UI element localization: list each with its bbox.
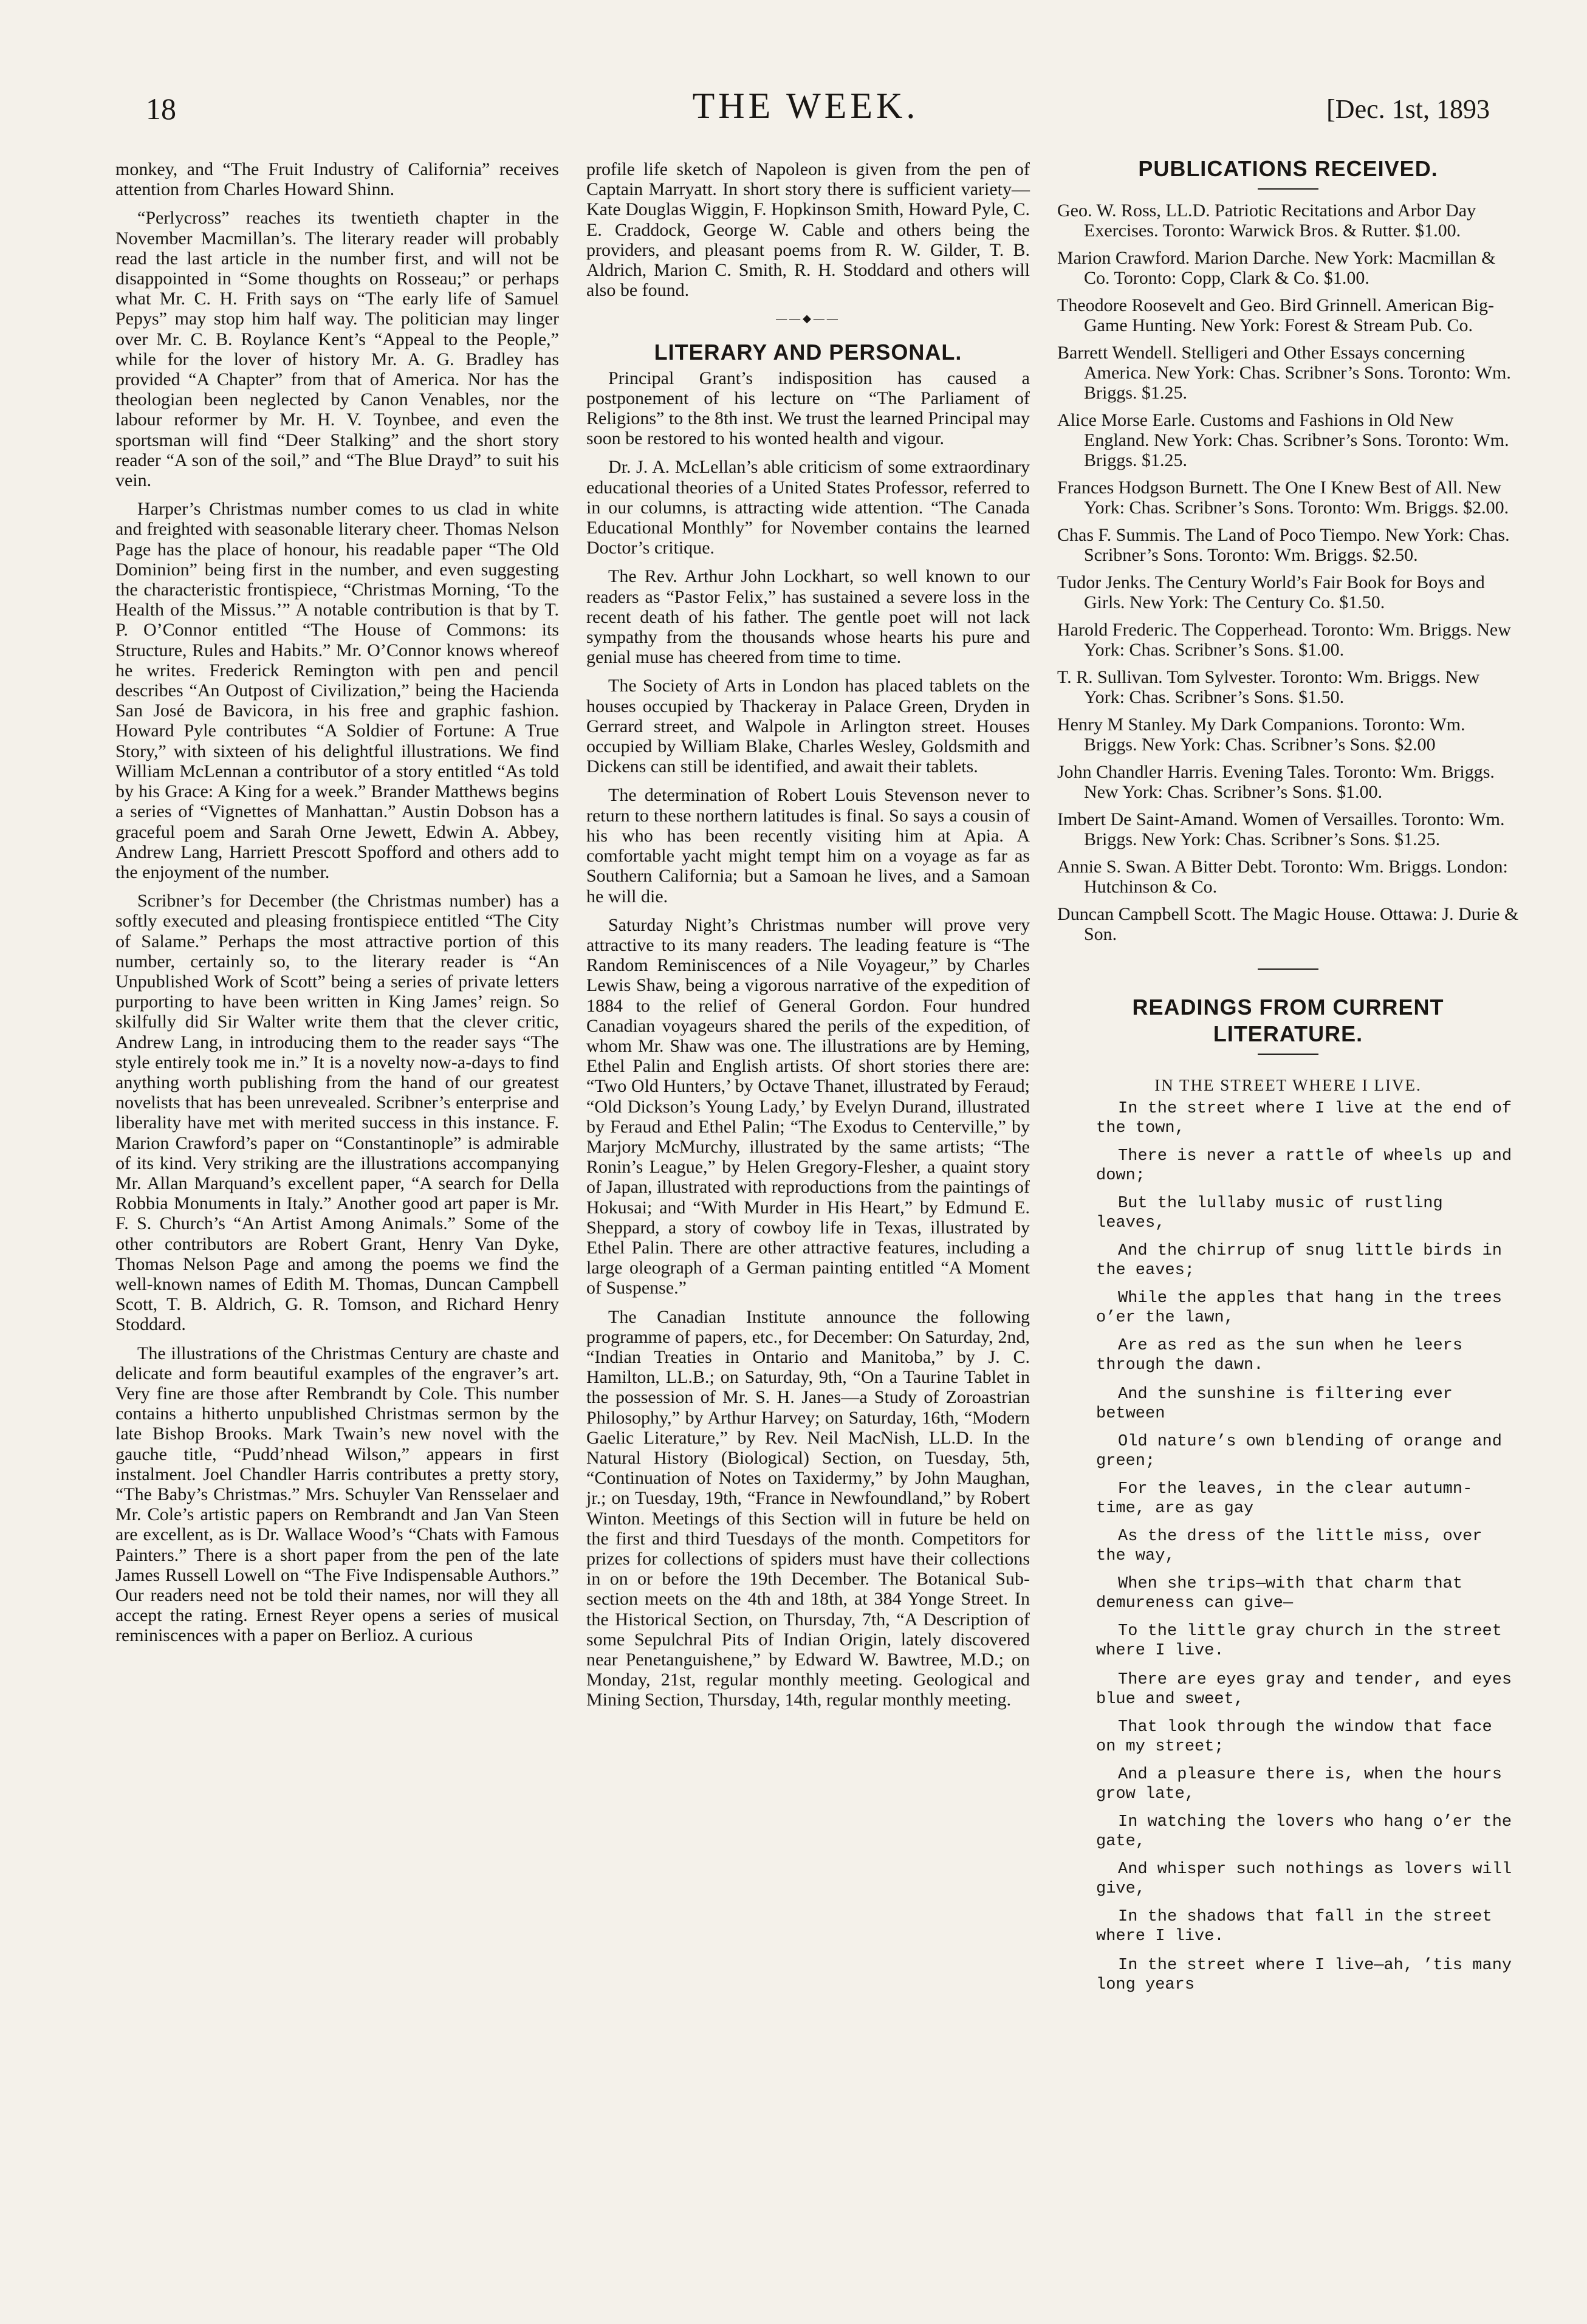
publication-entry: T. R. Sullivan. Tom Sylvester. Toronto: Wm. Briggs. New York: Chas. Scribner’s Sons. $1.50. bbox=[1057, 667, 1480, 707]
poem-line: In the street where I live at the end of the town, bbox=[1096, 1100, 1512, 1138]
poem-stanza bbox=[1057, 1956, 1519, 1995]
poem bbox=[1057, 1099, 1519, 1995]
poem-line: When she trips—with that charm that demureness can give— bbox=[1096, 1575, 1463, 1613]
paragraph: The determination of Robert Louis Stevenson never to return to these northern latitudes is final. So says a cousin of his who has been recently visiting him at Apia. A comfortable yacht might tempt him on a voyage as far as Southern California; but a Samoan he lives, and a Samoan he will die. bbox=[586, 785, 1030, 907]
paragraph: Dr. J. A. McLellan’s able criticism of some extraordinary educational theories of a United States Professor, referred to in our columns, is attracting wide attention. “The Canada Educational Monthly” for November contains the learned Doctor’s critique. bbox=[586, 457, 1030, 558]
section-ornament: ——◆—— bbox=[776, 312, 840, 325]
paragraph: The Canadian Institute announce the following programme of papers, etc., for December: On Saturday, 2nd, “Indian Treaties in Ontario and Manitoba,” by J. C. Hamilton, LL.B.; on Saturday, 9th, “On a Taurine Tablet in the possession of Mr. S. H. Janes—a Study of Zoroastrian Philosophy,” by Arthur Harvey; on Saturday, 16th, “Modern Gaelic Literature,” by Rev. Neil MacNish, LL.D. In the Natural History (Biological) Section, on Tuesday, 5th, “Continuation of Notes on Taxidermy,” by John Maughan, jr.; on Tuesday, 19th, “France in Newfoundland,” by Robert Winton. Meetings of this Section will in future be held on the first and third Tuesdays of the month. Competitors for prizes for collections of spiders must have their collections in on or before the 19th December. The Botanical Sub-section meets on the 4th and 18th, at 384 Yonge Street. In the Historical Section, on Thursday, 7th, “A Description of some Sepulchral Pits of Indian Origin, lately discovered near Penetanguishene,” by Edward W. Bawtree, M.D.; on Monday, 21st, regular monthly meeting. Geological and Mining Section, Thursday, 14th, regular monthly meeting. bbox=[586, 1306, 1030, 1710]
publication-entry: Frances Hodgson Burnett. The One I Knew Best of All. New York: Chas. Scribner’s Sons. Toronto: Wm. Briggs. $2.00. bbox=[1057, 478, 1509, 518]
publication-entry: Chas F. Summis. The Land of Poco Tiempo. New York: Chas. Scribner’s Sons. Toronto: Wm. Briggs. $2.50. bbox=[1057, 525, 1510, 565]
poem-line: And whisper such nothings as lovers will give, bbox=[1096, 1860, 1512, 1899]
poem-line: As the dress of the little miss, over the way, bbox=[1096, 1527, 1482, 1566]
publication-entry: Marion Crawford. Marion Darche. New York: Macmillan & Co. Toronto: Copp, Clark & Co. $1.00. bbox=[1057, 248, 1496, 288]
paragraph: The Rev. Arthur John Lockhart, so well known to our readers as “Pastor Felix,” has sustained a severe loss in the recent death of his father. The gentle poet will not lack sympathy from the thousands whose hearts his pure and genial muse has cheered from time to time. bbox=[586, 566, 1030, 668]
column-2 bbox=[586, 159, 1030, 1719]
poem-line: There are eyes gray and tender, and eyes blue and sweet, bbox=[1096, 1671, 1512, 1709]
issue-date: [Dec. 1st, 1893 bbox=[1326, 94, 1490, 124]
poem-stanza bbox=[1057, 1385, 1519, 1661]
poem-line: But the lullaby music of rustling leaves, bbox=[1096, 1195, 1443, 1233]
publication-entry: John Chandler Harris. Evening Tales. Toronto: Wm. Briggs. New York: Chas. Scribner’s Sons. $1.00. bbox=[1057, 762, 1495, 802]
poem-line: And a pleasure there is, when the hours grow late, bbox=[1096, 1766, 1502, 1804]
publication-entry: Harold Frederic. The Copperhead. Toronto: Wm. Briggs. New York: Chas. Scribner’s Sons. $1.00. bbox=[1057, 620, 1511, 660]
page-header bbox=[122, 85, 1490, 140]
publication-entry: Imbert De Saint-Amand. Women of Versailles. Toronto: Wm. Briggs. New York: Chas. Scribner’s Sons. $1.25. bbox=[1057, 809, 1505, 849]
poem-stanza bbox=[1057, 1670, 1519, 1946]
divider bbox=[1258, 1054, 1318, 1055]
paragraph: monkey, and “The Fruit Industry of California” receives attention from Charles Howard Shinn. bbox=[115, 159, 559, 200]
publication-entry: Geo. W. Ross, LL.D. Patriotic Recitations and Arbor Day Exercises. Toronto: Warwick Bros. & Rutter. $1.00. bbox=[1057, 201, 1476, 241]
poem-line: In watching the lovers who hang o’er the gate, bbox=[1096, 1813, 1512, 1851]
paragraph: Harper’s Christmas number comes to us clad in white and freighted with seasonable literary cheer. Thomas Nelson Page has the place of honour, his readable paper “The Old Dominion” being first in the number, and even suggesting the characteristic frontispiece, “Christmas Morning, ‘To the Health of the Missus.’” A notable contribution is that by T. P. O’Connor entitled “The House of Commons: its Structure, Rules and Habits.” Mr. O’Connor knows whereof he writes. Frederick Remington with pen and pencil describes “An Outpost of Civilization,” being the Hacienda San José de Bavicora, in his free and graphic fashion. Howard Pyle contributes “A Soldier of Fortune: A True Story,” with sixteen of his delightful illustrations. We find William McLennan a contributor of a story entitled “As told by his Grace: A King for a week.” Brander Matthews begins a series of “Vignettes of Manhattan.” Austin Dobson has a graceful poem and Sarah Orne Jewett, Edwin A. Abbey, Andrew Lang, Harriett Prescott Spofford and others add to the enjoyment of the number. bbox=[115, 499, 559, 882]
divider bbox=[1258, 188, 1318, 190]
publication-entry: Barrett Wendell. Stelligeri and Other Essays concerning America. New York: Chas. Scribner’s Sons. Toronto: Wm. Briggs. $1.25. bbox=[1057, 343, 1511, 403]
publication-entry: Theodore Roosevelt and Geo. Bird Grinnell. American Big-Game Hunting. New York: Forest & Stream Pub. Co. bbox=[1057, 295, 1494, 335]
poem-line: Old nature’s own blending of orange and green; bbox=[1096, 1433, 1502, 1471]
poem-line: While the apples that hang in the trees o’er the lawn, bbox=[1096, 1289, 1502, 1328]
publication-entry: Annie S. Swan. A Bitter Debt. Toronto: Wm. Briggs. London: Hutchinson & Co. bbox=[1057, 857, 1508, 897]
paragraph: The illustrations of the Christmas Century are chaste and delicate and form beautiful examples of the engraver’s art. Very fine are those after Rembrandt by Cole. This number contains a hitherto unpublished Christmas sermon by the late Bishop Brooks. Mark Twain’s new novel with the gauche title, “Pudd’nhead Wilson,” appears in first instalment. Joel Chandler Harris contributes a pretty story, “The Baby’s Christmas.” Mrs. Schuyler Van Rensselaer and Mr. Cole’s artistic papers on Rembrandt and Jan Van Steen are excellent, as is Dr. Wallace Wood’s “Chats with Famous Painters.” There is a short paper from the pen of the late James Russell Lowell on “The Five Indispensable Authors.” Our readers need not be told their names, nor will they all accept the rating. Ernest Reyer opens a series of musical reminiscences with a paper on Berlioz. A curious bbox=[115, 1343, 559, 1646]
paragraph: “Perlycross” reaches its twentieth chapter in the November Macmillan’s. The literary reader will probably read the last article in the number first, and will not be disappointed in “Some thoughts on Rosseau;” or perhaps what Mr. C. H. Frith says on “The early life of Samuel Pepys” may stop him half way. The politician may linger over Mr. C. B. Roylance Kent’s “Appeal to the People,” while for the lover of history Mr. A. G. Bradley has provided “A Chapter” from that of America. Nor has the theologian been neglected by Canon Venables, nor the labour reformer by Mr. H. V. Toynbee, and even the sportsman will find “Deer Stalking” and the short story reader “A son of the soil,” and “The Blue Drayd” to suit his vein. bbox=[115, 208, 559, 491]
poem-line: Are as red as the sun when he leers through the dawn. bbox=[1096, 1337, 1463, 1375]
page-number: 18 bbox=[146, 92, 176, 126]
column-1 bbox=[115, 159, 559, 1654]
paragraph: Principal Grant’s indisposition has caused a postponement of his lecture on “The Parliament of Religions” to the 8th inst. We trust the learned Principal may soon be restored to his wonted health and vigour. bbox=[586, 368, 1030, 449]
paragraph: The Society of Arts in London has placed tablets on the houses occupied by Thackeray in Palace Green, Dryden in Gerrard street, and Walpole in Arlington street. Houses occupied by William Blake, Charles Wesley, Goldsmith and Dickens can still be identified, and await their tablets. bbox=[586, 676, 1030, 777]
poem-line: To the little gray church in the street where I live. bbox=[1096, 1622, 1502, 1661]
poem-line: In the shadows that fall in the street where I live. bbox=[1096, 1908, 1492, 1946]
section-heading-readings: READINGS FROM CURRENT LITERATURE. bbox=[1132, 995, 1444, 1046]
poem-line: And the sunshine is filtering ever between bbox=[1096, 1385, 1453, 1424]
paragraph: Scribner’s for December (the Christmas number) has a softly executed and pleasing frontispiece entitled “The City of Salame.” Perhaps the most attractive portion of this number, certainly so, to the literary reader is “An Unpublished Work of Scott” being a series of private letters purporting to have been written in King James’ reign. So skilfully did Sir Walter write them that the clever critic, Andrew Lang, in introducing them to the reader says “The style entirely took me in.” It is a novelty now-a-days to find anything worth publishing from the hand of our greatest novelists that has been unrevealed. Scribner’s enterprise and liberality have met with merited success in this instance. F. Marion Crawford’s paper on “Constantinople” is admirable of its kind. Very striking are the illustrations accompanying Mr. Allan Marquand’s excellent paper, “A search for Della Robbia Monuments in Italy.” Another good art paper is Mr. F. S. Church’s “An Artist Among Animals.” Some of the other contributors are Robert Grant, Henry Van Dyke, Thomas Nelson Page and among the poems we find the well-known names of Edith M. Thomas, Duncan Campbell Scott, T. B. Aldrich, G. R. Tomson, and Richard Henry Stoddard. bbox=[115, 891, 559, 1335]
poem-line: For the leaves, in the clear autumn-time, are as gay bbox=[1096, 1480, 1473, 1518]
publication-entry: Henry M Stanley. My Dark Companions. Toronto: Wm. Briggs. New York: Chas. Scribner’s Sons. $2.00 bbox=[1057, 715, 1465, 755]
publication-entry: Alice Morse Earle. Customs and Fashions in Old New England. New York: Chas. Scribner’s Sons. Toronto: Wm. Briggs. $1.25. bbox=[1057, 410, 1509, 470]
publication-entry: Tudor Jenks. The Century World’s Fair Book for Boys and Girls. New York: The Century Co. $1.50. bbox=[1057, 572, 1485, 612]
poem-line: And the chirrup of snug little birds in the eaves; bbox=[1096, 1242, 1502, 1280]
publication-entry: Duncan Campbell Scott. The Magic House. Ottawa: J. Durie & Son. bbox=[1057, 904, 1519, 944]
poem-title: IN THE STREET WHERE I LIVE. bbox=[1154, 1076, 1422, 1094]
column-3 bbox=[1057, 146, 1519, 2004]
paragraph: profile life sketch of Napoleon is given from the pen of Captain Marryatt. In short story there is sufficient variety—Kate Douglas Wiggin, F. Hopkinson Smith, Howard Pyle, C. E. Craddock, George W. Cable and others being the providers, and pleasant poems from R. W. Gilder, T. B. Aldrich, Marion C. Smith, R. H. Stoddard and others will also be found. bbox=[586, 159, 1030, 301]
poem-stanza bbox=[1057, 1099, 1519, 1375]
poem-line: In the street where I live—ah, ’tis many long years bbox=[1096, 1956, 1512, 1995]
divider bbox=[1258, 968, 1318, 970]
paragraph: Saturday Night’s Christmas number will prove very attractive to its many readers. The leading feature is “The Random Reminiscences of a Nile Voyageur,” by Charles Lewis Shaw, being a vigorous narrative of the expedition of 1884 to the relief of General Gordon. Four hundred Canadian voyageurs shared the perils of the expedition, of whom Mr. Shaw was one. The illustrations are by Heming, Ethel Palin and English artists. Of short stories there are: “Two Old Hunters,’ by Octave Thanet, illustrated by Feraud; “Old Dickson’s Young Lady,’ by Evelyn Durand, illustrated by Feraud and Ethel Palin; “The Exodus to Centerville,” by Marjory McMurchy, illustrated by the same artists; “The Ronin’s League,” by Helen Gregory-Flesher, a quaint story of Japan, illustrated with reproductions from the paintings of Hokusai; and “With Murder in His Heart,” by Edmund E. Sheppard, a story of cowboy life in Texas, illustrated by Ethel Palin. There are other attractive features, including a large oleograph of a German painting entitled “A Moment of Suspense.” bbox=[586, 914, 1030, 1298]
section-heading-literary: LITERARY AND PERSONAL. bbox=[654, 339, 962, 365]
newspaper-title: THE WEEK. bbox=[692, 86, 919, 126]
section-heading-publications: PUBLICATIONS RECEIVED. bbox=[1138, 156, 1438, 181]
poem-line: There is never a rattle of wheels up and down; bbox=[1096, 1147, 1512, 1185]
poem-line: That look through the window that face on my street; bbox=[1096, 1718, 1492, 1757]
